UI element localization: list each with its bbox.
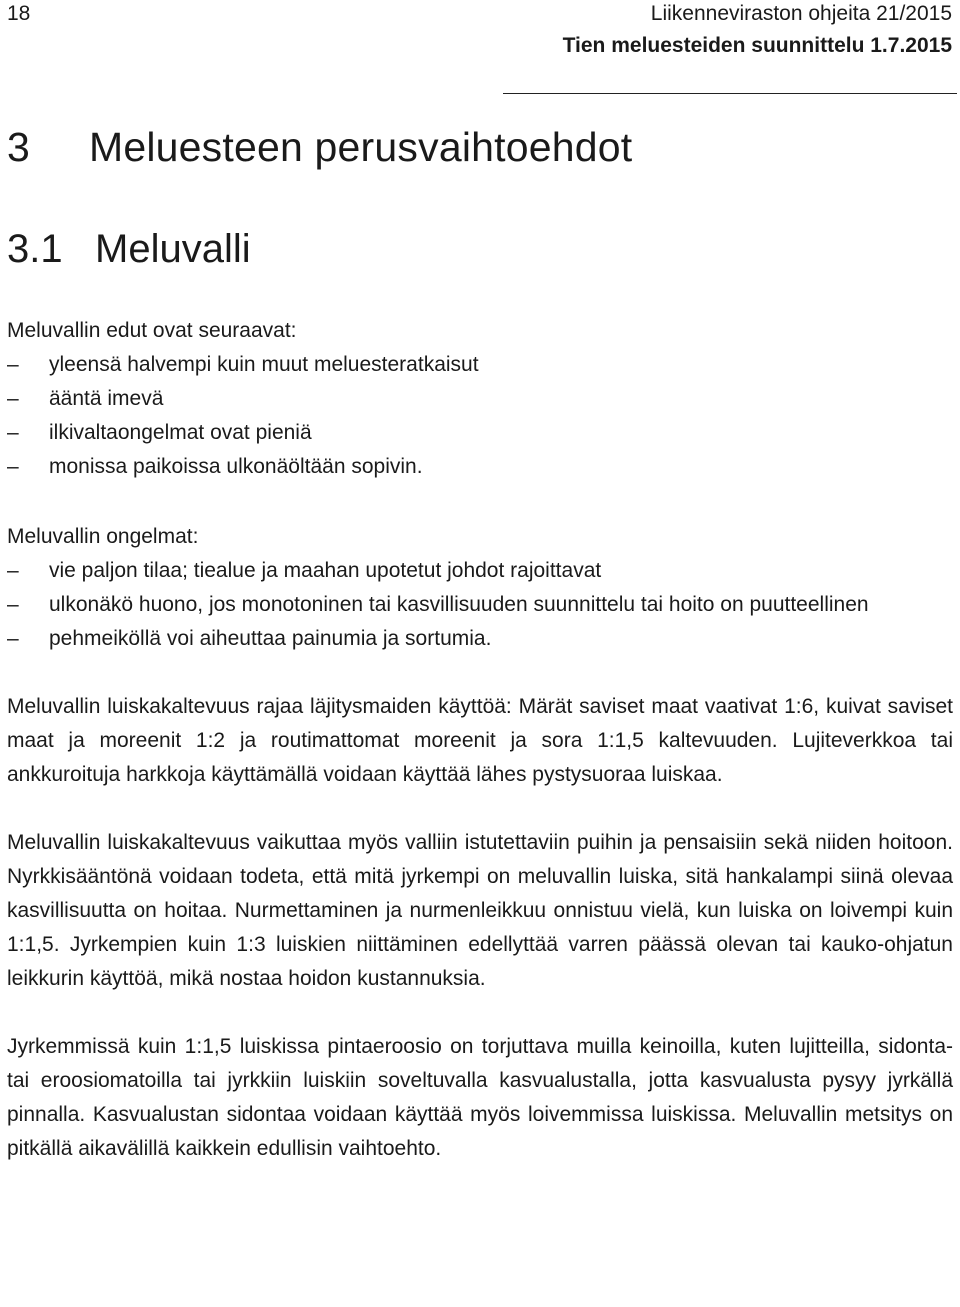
paragraph-erosion: Jyrkemmissä kuin 1:1,5 luiskissa pintaeroosio on torjuttava muilla keinoilla, kuten lujitteilla, sidonta- tai eroosiomatoilla tai jyrkkiin luiskiin soveltuvalla kasvualustalla, jotta kasvualusta pysyy jyrkällä pinnalla. Kasvualustan sidontaa voidaan käyttää myös loivemmissa luiskissa. Meluvallin metsitys on pitkällä aikavälillä kaikkein edullisin vaihtoehto. (7, 1035, 953, 1160)
section-number: 3.1 (7, 227, 63, 271)
dash-bullet: – (7, 455, 19, 478)
dash-bullet: – (7, 627, 19, 650)
problems-intro: Meluvallin ongelmat: (7, 525, 199, 548)
paragraph-slope-soils: Meluvallin luiskakaltevuus rajaa läjitysmaiden käyttöä: Märät saviset maat vaativat 1:6, kuivat saviset maat ja moreenit 1:2 ja routimattomat moreenit ja sora 1:1,5 kaltevuuden. Lujiteverkkoa tai ankkuroituja harkkoja käyttämällä voidaan käyttää lähes pystysuoraa luiskaa. (7, 695, 953, 786)
chapter-heading (7, 118, 953, 176)
list-item: – ilkivaltaongelmat ovat pieniä (7, 416, 953, 450)
list-item: – vie paljon tilaa; tiealue ja maahan upotetut johdot rajoittavat (7, 554, 953, 588)
list-item: – pehmeiköllä voi aiheuttaa painumia ja sortumia. (7, 622, 953, 656)
page-header (0, 0, 960, 96)
list-item: – ääntä imevä (7, 382, 953, 416)
paragraph-slope-vegetation: Meluvallin luiskakaltevuus vaikuttaa myös valliin istutettaviin puihin ja pensaisiin sekä niiden hoitoon. Nyrkkisääntönä voidaan todeta, että mitä jyrkempi on meluvallin luiska, sitä hankalampi siinä olevaa kasvillisuutta on hoitaa. Nurmettaminen ja nurmenleikkuu onnistuu vielä, kun luiska on loivempi kuin 1:1,5. Jyrkempien kuin 1:3 luiskien niittäminen edellyttää varren päässä olevan tai kauko-ohjatun leikkurin käyttöä, mikä nostaa hoidon kustannuksia. (7, 831, 953, 990)
document-title: Tien meluesteiden suunnittelu 1.7.2015 (562, 34, 952, 57)
publication-series: Liikenneviraston ohjeita 21/2015 (650, 2, 952, 25)
section-title: Meluvalli (95, 227, 251, 271)
dash-bullet: – (7, 387, 19, 410)
dash-bullet: – (7, 353, 19, 376)
list-item: – monissa paikoissa ulkonäöltään sopivin. (7, 450, 953, 484)
dash-bullet: – (7, 559, 19, 582)
dash-bullet: – (7, 421, 19, 444)
chapter-number: 3 (7, 124, 31, 170)
dash-bullet: – (7, 593, 19, 616)
section-heading (7, 220, 953, 278)
header-rule (503, 93, 957, 94)
advantages-intro: Meluvallin edut ovat seuraavat: (7, 319, 297, 342)
list-item: – yleensä halvempi kuin muut meluesteratkaisut (7, 348, 953, 382)
list-item: – ulkonäkö huono, jos monotoninen tai kasvillisuuden suunnittelu tai hoito on puutteellinen (7, 588, 953, 622)
page-content (7, 118, 953, 1166)
chapter-title: Meluesteen perusvaihtoehdot (89, 124, 633, 170)
advantages-list (7, 348, 953, 484)
problems-list (7, 554, 953, 656)
page-number: 18 (7, 2, 31, 25)
